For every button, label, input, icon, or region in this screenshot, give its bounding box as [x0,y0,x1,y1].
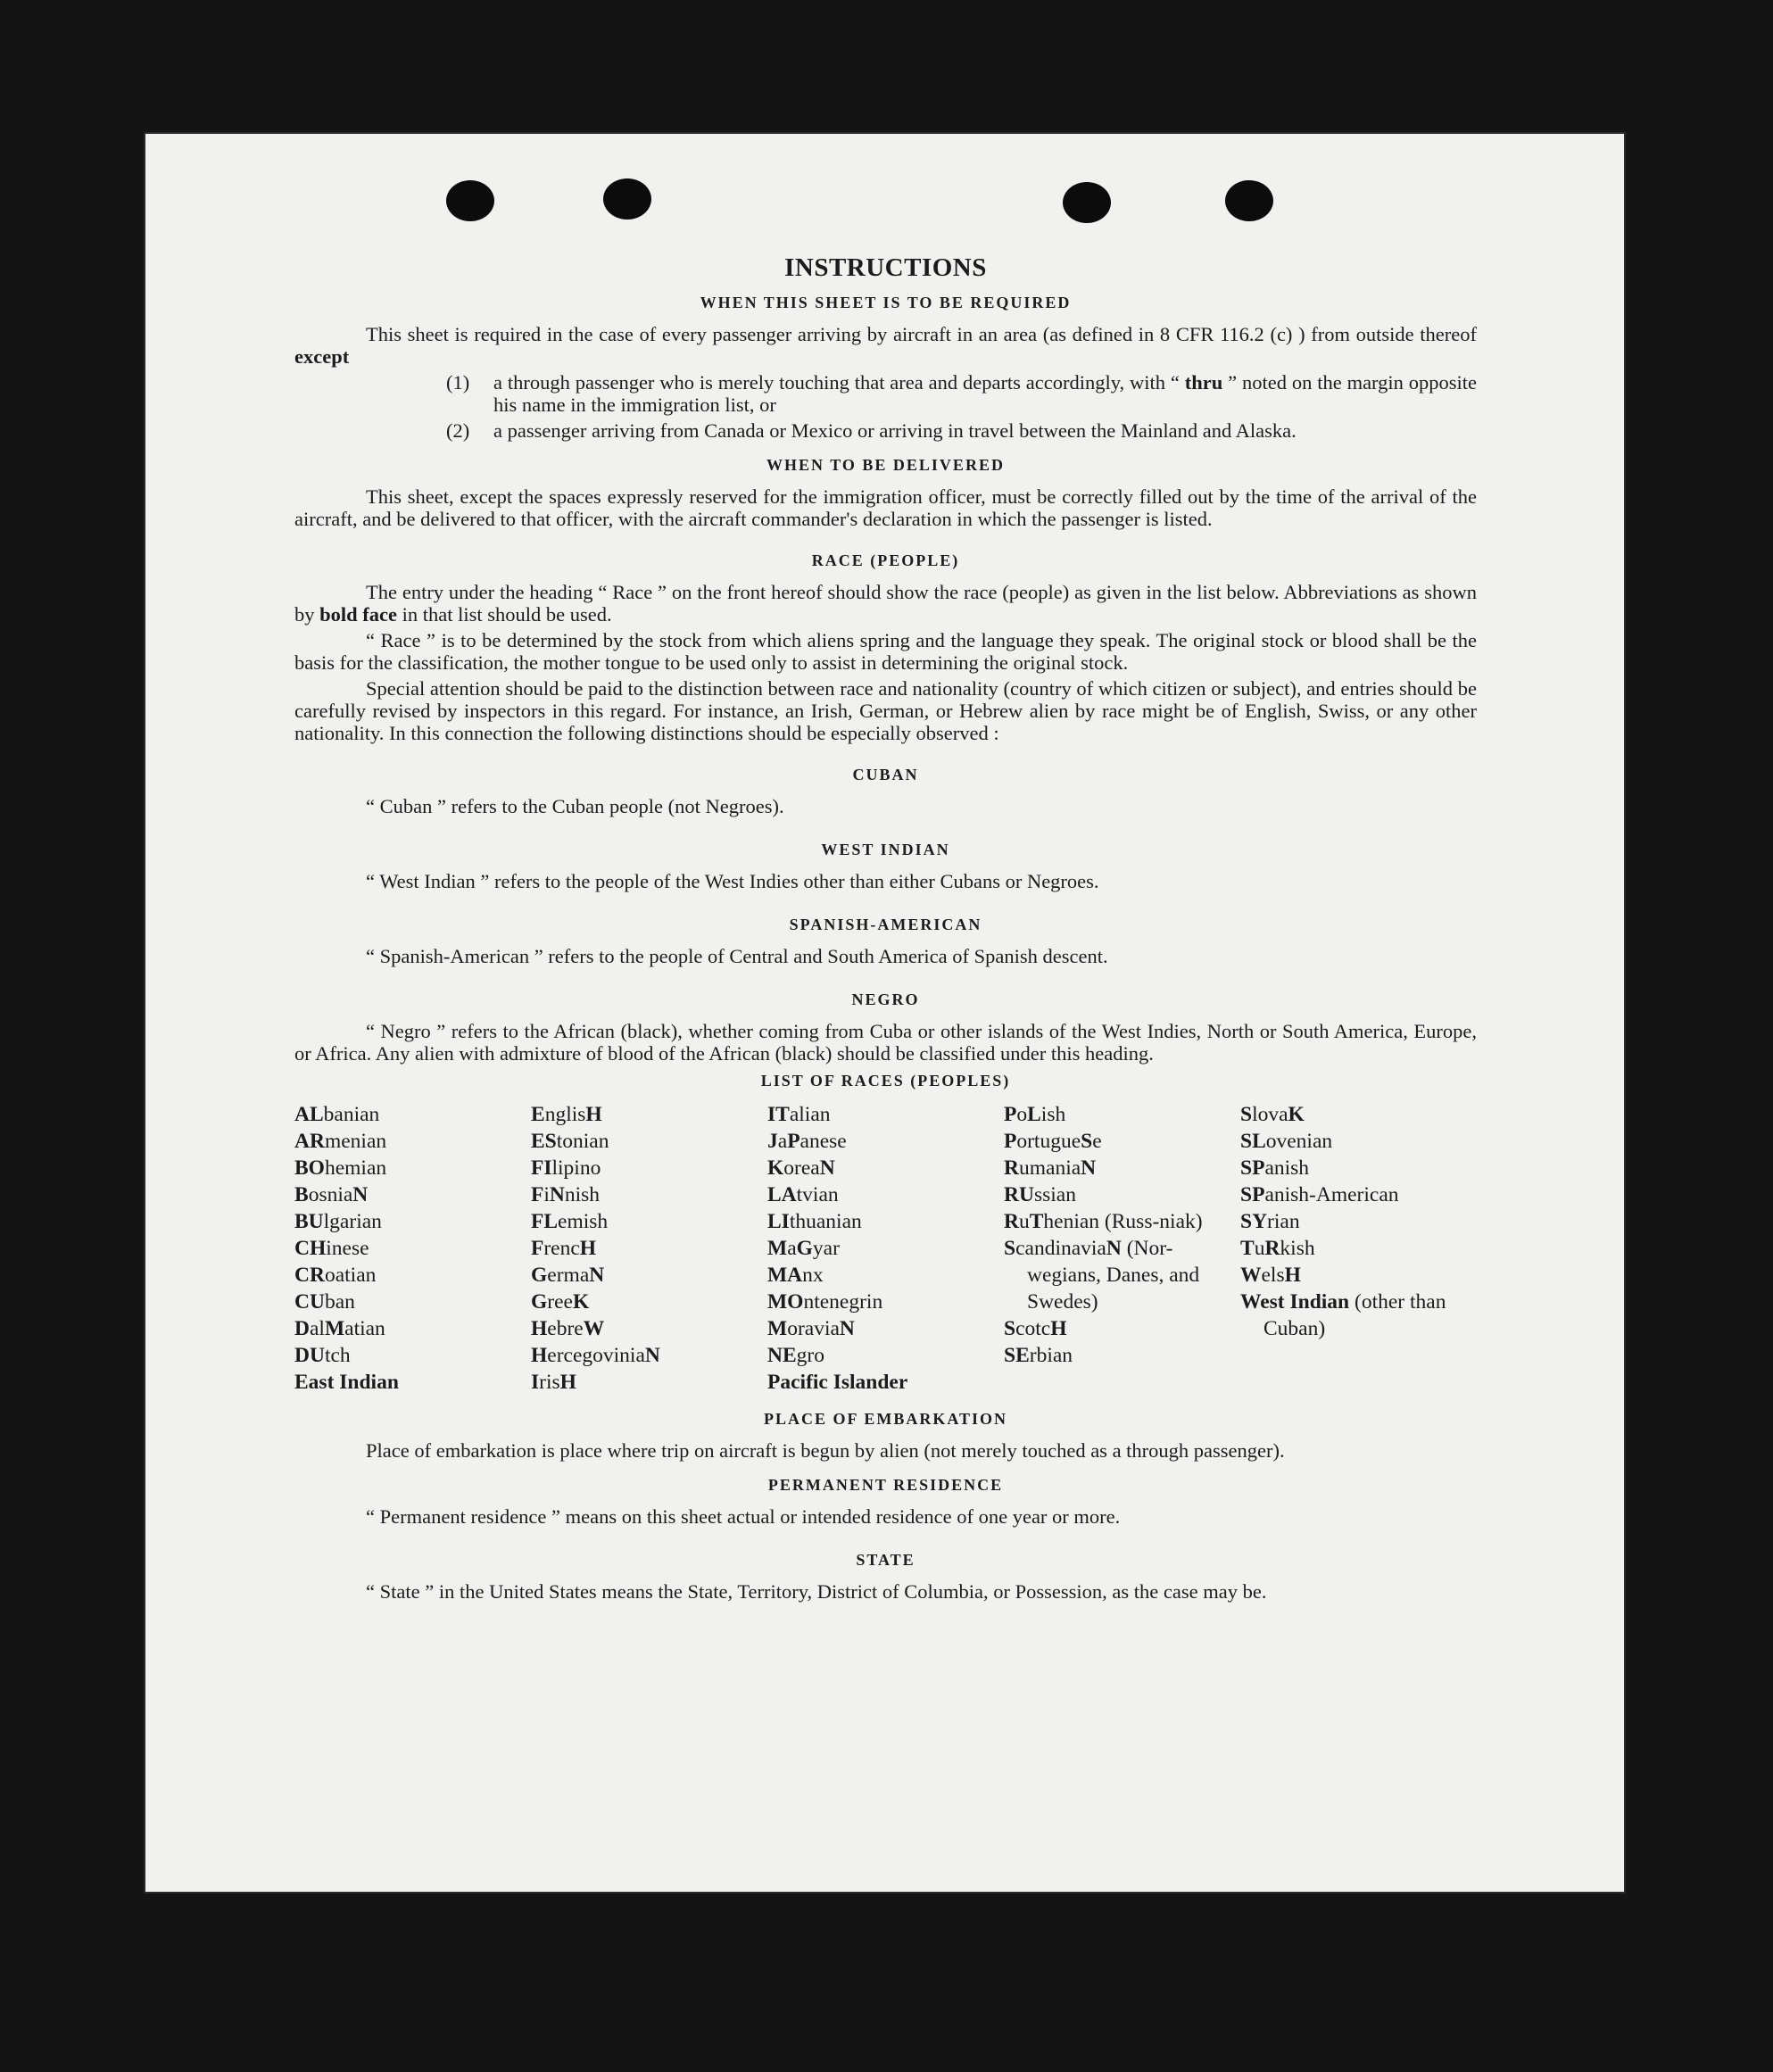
section-heading: WHEN TO BE DELIVERED [766,456,1005,474]
race-entry: West Indian (other than Cuban) [1240,1290,1446,1340]
race-column [767,1101,1004,1396]
race-entry: Pacific Islander [767,1371,908,1394]
race-entry: DalMatian [294,1317,385,1340]
race-entry: BosniaN [294,1183,369,1206]
race-entry: MAnx [767,1264,824,1287]
race-entry: MOntenegrin [767,1290,883,1314]
paragraph: The entry under the heading “ Race ” on the front hereof should show the race (people) as given in the list below. Abbreviations as shown by bold face in that list should be used. [294,581,1477,626]
race-entry: BUlgarian [294,1210,382,1233]
race-entry: RumaniaN [1004,1156,1097,1180]
section-heading: CUBAN [852,766,919,783]
race-entry: FrencH [531,1237,597,1260]
section-heading: RACE (PEOPLE) [811,551,960,569]
race-entry: CUban [294,1290,355,1314]
list-item: (2) a passenger arriving from Canada or Mexico or arriving in travel between the Mainland and Alaska. [446,419,1297,442]
race-entry: RuThenian (Russ-niak) [1004,1210,1203,1233]
race-entry: DUtch [294,1344,351,1367]
punch-hole [1063,182,1111,223]
race-entry: RUssian [1004,1183,1076,1206]
section-heading: LIST OF RACES (PEOPLES) [760,1072,1011,1090]
race-entry: SlovaK [1240,1103,1305,1126]
definition: “ Negro ” refers to the African (black), whether coming from Cuba or other islands of the West Indies, North or South America, Europe, or Africa. Any alien with admixture of blood of the African (black) should be classified under this heading. [294,1020,1477,1065]
race-entry: FiNnish [531,1183,601,1206]
race-entry: ALbanian [294,1103,380,1126]
section-heading: WHEN THIS SHEET IS TO BE REQUIRED [700,294,1072,311]
race-column [531,1101,767,1396]
race-entry: SPanish-American [1240,1183,1399,1206]
section-heading: STATE [856,1551,915,1569]
section-heading: WEST INDIAN [821,841,950,858]
paragraph: This sheet is required in the case of every passenger arriving by aircraft in an area (as defined in 8 CFR 116.2 (c) ) from outside thereof except [294,323,1477,368]
definition: “ Spanish-American ” refers to the people of Central and South America of Spanish descent. [366,945,1108,967]
race-entry: SErbian [1004,1344,1073,1367]
race-entry: CHinese [294,1237,369,1260]
race-entry: GermaN [531,1264,605,1287]
race-entry: SPanish [1240,1156,1310,1180]
race-entry: HercegoviniaN [531,1344,660,1367]
race-entry: WelsH [1240,1264,1301,1287]
race-entry: MaGyar [767,1237,840,1260]
race-column [1004,1101,1240,1396]
race-entry: PortugueSe [1004,1130,1102,1153]
race-entry: IrisH [531,1371,576,1394]
definition: “ State ” in the United States means the State, Territory, District of Columbia, or Possession, as the case may be. [366,1580,1267,1603]
race-entry: BOhemian [294,1156,387,1180]
instructions-document [294,253,1478,1606]
race-entry: LIthuanian [767,1210,862,1233]
race-entry: ARmenian [294,1130,387,1153]
paragraph: This sheet, except the spaces expressly reserved for the immigration officer, must be correctly filled out by the time of the arrival of the aircraft, and be delivered to that officer, with the aircraft commander's declaration in which the passenger is listed. [294,485,1477,530]
section-heading: NEGRO [851,990,920,1008]
race-entry: ScandinaviaN (Nor-wegians, Danes, and Swedes) [1004,1237,1200,1314]
race-entry: ITalian [767,1103,831,1126]
race-entry: EStonian [531,1130,609,1153]
race-entry: FIlipino [531,1156,601,1180]
race-entry: SYrian [1240,1210,1300,1233]
race-entry: TuRkish [1240,1237,1315,1260]
list-item: (1) a through passenger who is merely touching that area and departs accordingly, with “ thru ” noted on the margin opposite his name in the immigration list, or [446,371,1478,416]
race-entry: East Indian [294,1371,399,1394]
race-entry: NEgro [767,1344,824,1367]
definition: Place of embarkation is place where trip on aircraft is begun by alien (not merely touched as a through passenger). [366,1439,1285,1462]
race-entry: JaPanese [767,1130,847,1153]
paragraph: “ Race ” is to be determined by the stock from which aliens spring and the language they speak. The original stock or blood shall be the basis for the classification, the mother tongue to be used only to assist in determining the original stock. [294,629,1477,674]
race-list [294,1101,1477,1396]
punch-hole [1225,180,1273,221]
definition: “ Cuban ” refers to the Cuban people (not Negroes). [366,795,784,817]
punch-hole [446,180,494,221]
definition: “ Permanent residence ” means on this sheet actual or intended residence of one year or more. [366,1505,1121,1528]
race-entry: PoLish [1004,1103,1066,1126]
page-title: INSTRUCTIONS [784,253,987,282]
section-heading: PLACE OF EMBARKATION [763,1410,1007,1428]
punch-hole [603,178,651,220]
race-column [1240,1101,1477,1396]
race-entry: KoreaN [767,1156,835,1180]
race-entry: MoraviaN [767,1317,855,1340]
race-column [294,1101,531,1396]
race-entry: SLovenian [1240,1130,1333,1153]
section-heading: PERMANENT RESIDENCE [767,1476,1004,1494]
race-entry: LAtvian [767,1183,839,1206]
race-entry: EnglisH [531,1103,602,1126]
race-entry: CRoatian [294,1264,377,1287]
section-heading: SPANISH-AMERICAN [789,916,982,933]
race-entry: ScotcH [1004,1317,1067,1340]
race-entry: HebreW [531,1317,605,1340]
definition: “ West Indian ” refers to the people of the West Indies other than either Cubans or Negroes. [366,870,1099,892]
race-entry: GreeK [531,1290,590,1314]
paragraph: Special attention should be paid to the distinction between race and nationality (country of which citizen or subject), and entries should be carefully revised by inspectors in this regard. For instance, an Irish, German, or Hebrew alien by race might be of English, Swiss, or any other nationality. In this connection the following distinctions should be especially observed : [294,677,1477,744]
race-entry: FLemish [531,1210,609,1233]
